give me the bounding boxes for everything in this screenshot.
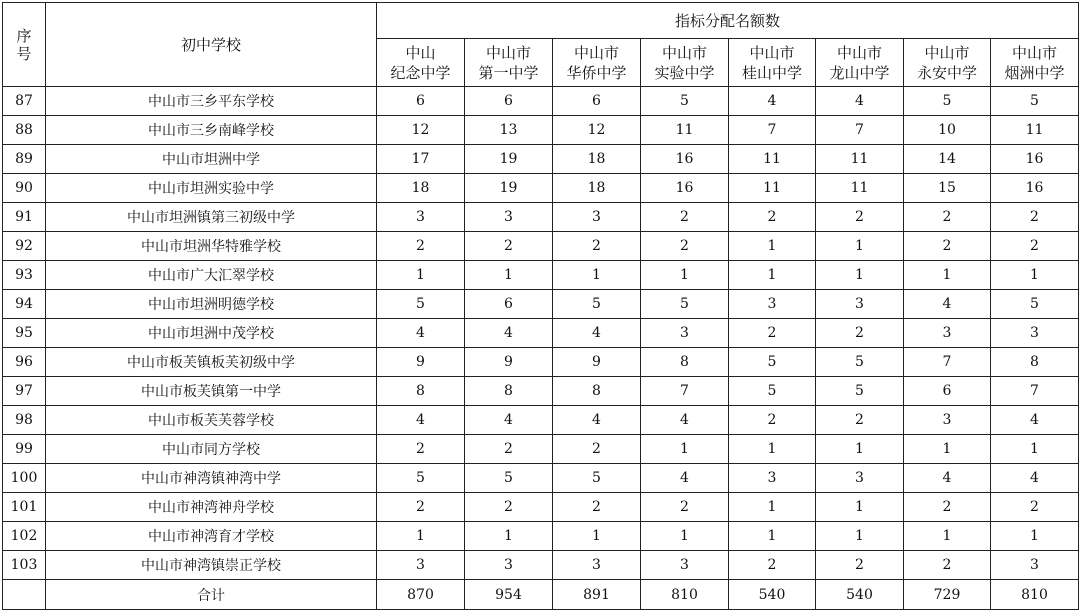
- quota-cell: 11: [991, 116, 1079, 145]
- total-cell: 954: [465, 580, 553, 610]
- column-header-1: [377, 39, 465, 87]
- quota-cell: 2: [465, 232, 553, 261]
- quota-cell: 4: [465, 319, 553, 348]
- quota-cell: 7: [904, 348, 991, 377]
- row-seq: 99: [3, 435, 46, 464]
- quota-cell: 2: [991, 493, 1079, 522]
- quota-cell: 17: [377, 145, 465, 174]
- quota-cell: 4: [991, 464, 1079, 493]
- row-school-name: 中山市坦洲实验中学: [46, 174, 377, 203]
- quota-cell: 6: [553, 87, 641, 116]
- quota-cell: 4: [553, 319, 641, 348]
- quota-cell: 5: [377, 290, 465, 319]
- quota-cell: 18: [553, 174, 641, 203]
- quota-cell: 2: [729, 551, 816, 580]
- row-seq: 97: [3, 377, 46, 406]
- column-header-line: 第一中学: [478, 63, 539, 82]
- quota-cell: 4: [904, 464, 991, 493]
- column-header-2: [465, 39, 553, 87]
- quota-cell: 18: [553, 145, 641, 174]
- quota-cell: 1: [904, 522, 991, 551]
- quota-cell: 6: [904, 377, 991, 406]
- quota-cell: 3: [991, 551, 1079, 580]
- quota-cell: 1: [553, 261, 641, 290]
- quota-cell: 1: [991, 435, 1079, 464]
- quota-cell: 2: [641, 232, 729, 261]
- total-cell: 810: [641, 580, 729, 610]
- table-row: [3, 435, 1079, 464]
- quota-cell: 2: [553, 232, 641, 261]
- quota-cell: 3: [816, 464, 904, 493]
- row-seq: 95: [3, 319, 46, 348]
- row-school-name: 中山市板芙芙蓉学校: [46, 406, 377, 435]
- quota-cell: 1: [816, 435, 904, 464]
- quota-cell: 3: [377, 551, 465, 580]
- column-header-line: 中山市: [749, 43, 795, 62]
- column-header-line: 中山市: [485, 43, 531, 62]
- quota-cell: 11: [816, 174, 904, 203]
- row-seq: 100: [3, 464, 46, 493]
- quota-cell: 7: [729, 116, 816, 145]
- quota-cell: 2: [641, 493, 729, 522]
- quota-cell: 3: [904, 406, 991, 435]
- row-school-name: 中山市同方学校: [46, 435, 377, 464]
- row-school-name: 中山市坦洲中学: [46, 145, 377, 174]
- seq-header: 序号: [3, 3, 46, 87]
- column-header-line: 烟洲中学: [1004, 63, 1065, 82]
- quota-cell: 4: [377, 406, 465, 435]
- quota-cell: 16: [641, 145, 729, 174]
- quota-cell: 2: [377, 493, 465, 522]
- quota-cell: 1: [641, 261, 729, 290]
- quota-cell: 1: [377, 261, 465, 290]
- total-cell: 810: [991, 580, 1079, 610]
- quota-cell: 1: [729, 232, 816, 261]
- total-cell: 540: [816, 580, 904, 610]
- quota-cell: 1: [991, 522, 1079, 551]
- quota-cell: 5: [553, 290, 641, 319]
- column-header-3: [553, 39, 641, 87]
- quota-cell: 8: [991, 348, 1079, 377]
- quota-cell: 2: [816, 406, 904, 435]
- quota-cell: 8: [377, 377, 465, 406]
- total-seq: [3, 580, 46, 610]
- quota-cell: 14: [904, 145, 991, 174]
- quota-cell: 2: [816, 319, 904, 348]
- quota-cell: 3: [641, 551, 729, 580]
- quota-cell: 2: [991, 232, 1079, 261]
- quota-cell: 11: [641, 116, 729, 145]
- quota-cell: 2: [904, 232, 991, 261]
- quota-cell: 8: [553, 377, 641, 406]
- row-seq: 98: [3, 406, 46, 435]
- column-header-line: 龙山中学: [829, 63, 890, 82]
- row-school-name: 中山市神湾镇神湾中学: [46, 464, 377, 493]
- quota-cell: 11: [816, 145, 904, 174]
- table-row: [3, 145, 1079, 174]
- quota-cell: 12: [377, 116, 465, 145]
- column-header-line: 永安中学: [916, 63, 977, 82]
- column-header-8: [991, 39, 1079, 87]
- row-school-name: 中山市神湾神舟学校: [46, 493, 377, 522]
- quota-cell: 5: [729, 348, 816, 377]
- table-row: [3, 377, 1079, 406]
- row-school-name: 中山市神湾育才学校: [46, 522, 377, 551]
- quota-cell: 5: [641, 290, 729, 319]
- quota-cell: 4: [816, 87, 904, 116]
- table-row: [3, 174, 1079, 203]
- quota-cell: 1: [816, 522, 904, 551]
- quota-cell: 5: [816, 348, 904, 377]
- quota-cell: 11: [729, 174, 816, 203]
- quota-cell: 5: [991, 290, 1079, 319]
- table-row: [3, 290, 1079, 319]
- school-header: 初中学校: [46, 3, 377, 87]
- quota-cell: 2: [816, 203, 904, 232]
- table-row: [3, 348, 1079, 377]
- quota-cell: 4: [641, 406, 729, 435]
- quota-cell: 3: [377, 203, 465, 232]
- column-header-line: 中山市: [924, 43, 970, 62]
- row-seq: 94: [3, 290, 46, 319]
- quota-cell: 2: [553, 493, 641, 522]
- row-school-name: 中山市坦洲中茂学校: [46, 319, 377, 348]
- quota-cell: 2: [904, 203, 991, 232]
- quota-cell: 1: [377, 522, 465, 551]
- row-school-name: 中山市坦洲镇第三初级中学: [46, 203, 377, 232]
- quota-cell: 3: [729, 464, 816, 493]
- column-header-6: [816, 39, 904, 87]
- quota-cell: 4: [729, 87, 816, 116]
- quota-cell: 1: [641, 435, 729, 464]
- quota-cell: 9: [377, 348, 465, 377]
- row-seq: 102: [3, 522, 46, 551]
- quota-cell: 1: [904, 435, 991, 464]
- quota-cell: 18: [377, 174, 465, 203]
- row-seq: 101: [3, 493, 46, 522]
- quota-cell: 1: [729, 261, 816, 290]
- quota-cell: 4: [991, 406, 1079, 435]
- quota-cell: 2: [729, 203, 816, 232]
- quota-cell: 2: [729, 319, 816, 348]
- total-cell: 729: [904, 580, 991, 610]
- quota-cell: 2: [465, 493, 553, 522]
- table-row: [3, 464, 1079, 493]
- total-row: [3, 580, 1079, 610]
- quota-cell: 11: [729, 145, 816, 174]
- row-seq: 103: [3, 551, 46, 580]
- column-header-line: 纪念中学: [390, 63, 451, 82]
- quota-cell: 16: [991, 145, 1079, 174]
- quota-cell: 5: [377, 464, 465, 493]
- total-cell: 870: [377, 580, 465, 610]
- column-header-line: 中山: [405, 43, 436, 62]
- quota-cell: 9: [465, 348, 553, 377]
- total-cell: 540: [729, 580, 816, 610]
- quota-group-header: 指标分配名额数: [377, 3, 1079, 39]
- quota-cell: 9: [553, 348, 641, 377]
- quota-cell: 3: [553, 203, 641, 232]
- row-seq: 89: [3, 145, 46, 174]
- quota-cell: 1: [465, 261, 553, 290]
- quota-cell: 2: [904, 551, 991, 580]
- column-header-line: 中山市: [573, 43, 619, 62]
- column-header-line: 中山市: [836, 43, 882, 62]
- table-row: [3, 522, 1079, 551]
- quota-cell: 2: [904, 493, 991, 522]
- quota-cell: 5: [816, 377, 904, 406]
- table-row: [3, 319, 1079, 348]
- total-label: 合计: [46, 580, 377, 610]
- quota-cell: 2: [553, 435, 641, 464]
- table-row: [3, 232, 1079, 261]
- quota-cell: 3: [729, 290, 816, 319]
- row-school-name: 中山市神湾镇崇正学校: [46, 551, 377, 580]
- column-header-4: [641, 39, 729, 87]
- quota-cell: 1: [816, 493, 904, 522]
- quota-cell: 1: [729, 493, 816, 522]
- quota-cell: 1: [816, 261, 904, 290]
- quota-cell: 1: [904, 261, 991, 290]
- column-header-line: 桂山中学: [741, 63, 802, 82]
- quota-table: [2, 2, 1079, 610]
- quota-cell: 7: [816, 116, 904, 145]
- row-school-name: 中山市板芙镇板芙初级中学: [46, 348, 377, 377]
- quota-cell: 12: [553, 116, 641, 145]
- quota-cell: 2: [377, 232, 465, 261]
- quota-cell: 3: [465, 203, 553, 232]
- quota-cell: 8: [465, 377, 553, 406]
- row-school-name: 中山市坦洲明德学校: [46, 290, 377, 319]
- quota-cell: 2: [377, 435, 465, 464]
- quota-cell: 7: [641, 377, 729, 406]
- total-cell: 891: [553, 580, 641, 610]
- column-header-line: 中山市: [661, 43, 707, 62]
- table-row: [3, 203, 1079, 232]
- quota-cell: 16: [991, 174, 1079, 203]
- quota-cell: 4: [465, 406, 553, 435]
- quota-cell: 8: [641, 348, 729, 377]
- quota-cell: 1: [729, 522, 816, 551]
- quota-cell: 5: [553, 464, 641, 493]
- quota-cell: 3: [904, 319, 991, 348]
- quota-cell: 1: [465, 522, 553, 551]
- quota-cell: 1: [991, 261, 1079, 290]
- table-row: [3, 261, 1079, 290]
- quota-cell: 1: [641, 522, 729, 551]
- quota-cell: 1: [553, 522, 641, 551]
- row-school-name: 中山市广大汇翠学校: [46, 261, 377, 290]
- table-row: [3, 116, 1079, 145]
- quota-cell: 2: [816, 551, 904, 580]
- quota-cell: 2: [729, 406, 816, 435]
- quota-cell: 4: [377, 319, 465, 348]
- row-seq: 88: [3, 116, 46, 145]
- row-school-name: 中山市板芙镇第一中学: [46, 377, 377, 406]
- quota-cell: 2: [465, 435, 553, 464]
- table-row: [3, 551, 1079, 580]
- quota-cell: 6: [465, 87, 553, 116]
- quota-cell: 1: [816, 232, 904, 261]
- quota-cell: 3: [553, 551, 641, 580]
- row-seq: 96: [3, 348, 46, 377]
- quota-cell: 3: [641, 319, 729, 348]
- quota-cell: 15: [904, 174, 991, 203]
- quota-cell: 1: [729, 435, 816, 464]
- quota-cell: 5: [641, 87, 729, 116]
- quota-cell: 4: [553, 406, 641, 435]
- quota-cell: 2: [641, 203, 729, 232]
- quota-cell: 5: [991, 87, 1079, 116]
- quota-cell: 13: [465, 116, 553, 145]
- row-school-name: 中山市坦洲华特雅学校: [46, 232, 377, 261]
- quota-cell: 4: [904, 290, 991, 319]
- quota-cell: 3: [816, 290, 904, 319]
- quota-cell: 2: [991, 203, 1079, 232]
- row-seq: 90: [3, 174, 46, 203]
- quota-cell: 5: [465, 464, 553, 493]
- column-header-line: 实验中学: [654, 63, 715, 82]
- column-header-5: [729, 39, 816, 87]
- row-seq: 93: [3, 261, 46, 290]
- table-row: [3, 87, 1079, 116]
- quota-cell: 6: [377, 87, 465, 116]
- quota-cell: 7: [991, 377, 1079, 406]
- column-header-7: [904, 39, 991, 87]
- row-seq: 92: [3, 232, 46, 261]
- quota-cell: 5: [904, 87, 991, 116]
- quota-cell: 6: [465, 290, 553, 319]
- quota-cell: 19: [465, 145, 553, 174]
- quota-cell: 3: [991, 319, 1079, 348]
- quota-cell: 16: [641, 174, 729, 203]
- table-row: [3, 406, 1079, 435]
- row-seq: 87: [3, 87, 46, 116]
- column-header-line: 中山市: [1012, 43, 1058, 62]
- quota-cell: 10: [904, 116, 991, 145]
- quota-cell: 19: [465, 174, 553, 203]
- quota-cell: 4: [641, 464, 729, 493]
- table-row: [3, 493, 1079, 522]
- row-school-name: 中山市三乡南峰学校: [46, 116, 377, 145]
- quota-cell: 3: [465, 551, 553, 580]
- row-school-name: 中山市三乡平东学校: [46, 87, 377, 116]
- column-header-line: 华侨中学: [566, 63, 627, 82]
- quota-cell: 5: [729, 377, 816, 406]
- row-seq: 91: [3, 203, 46, 232]
